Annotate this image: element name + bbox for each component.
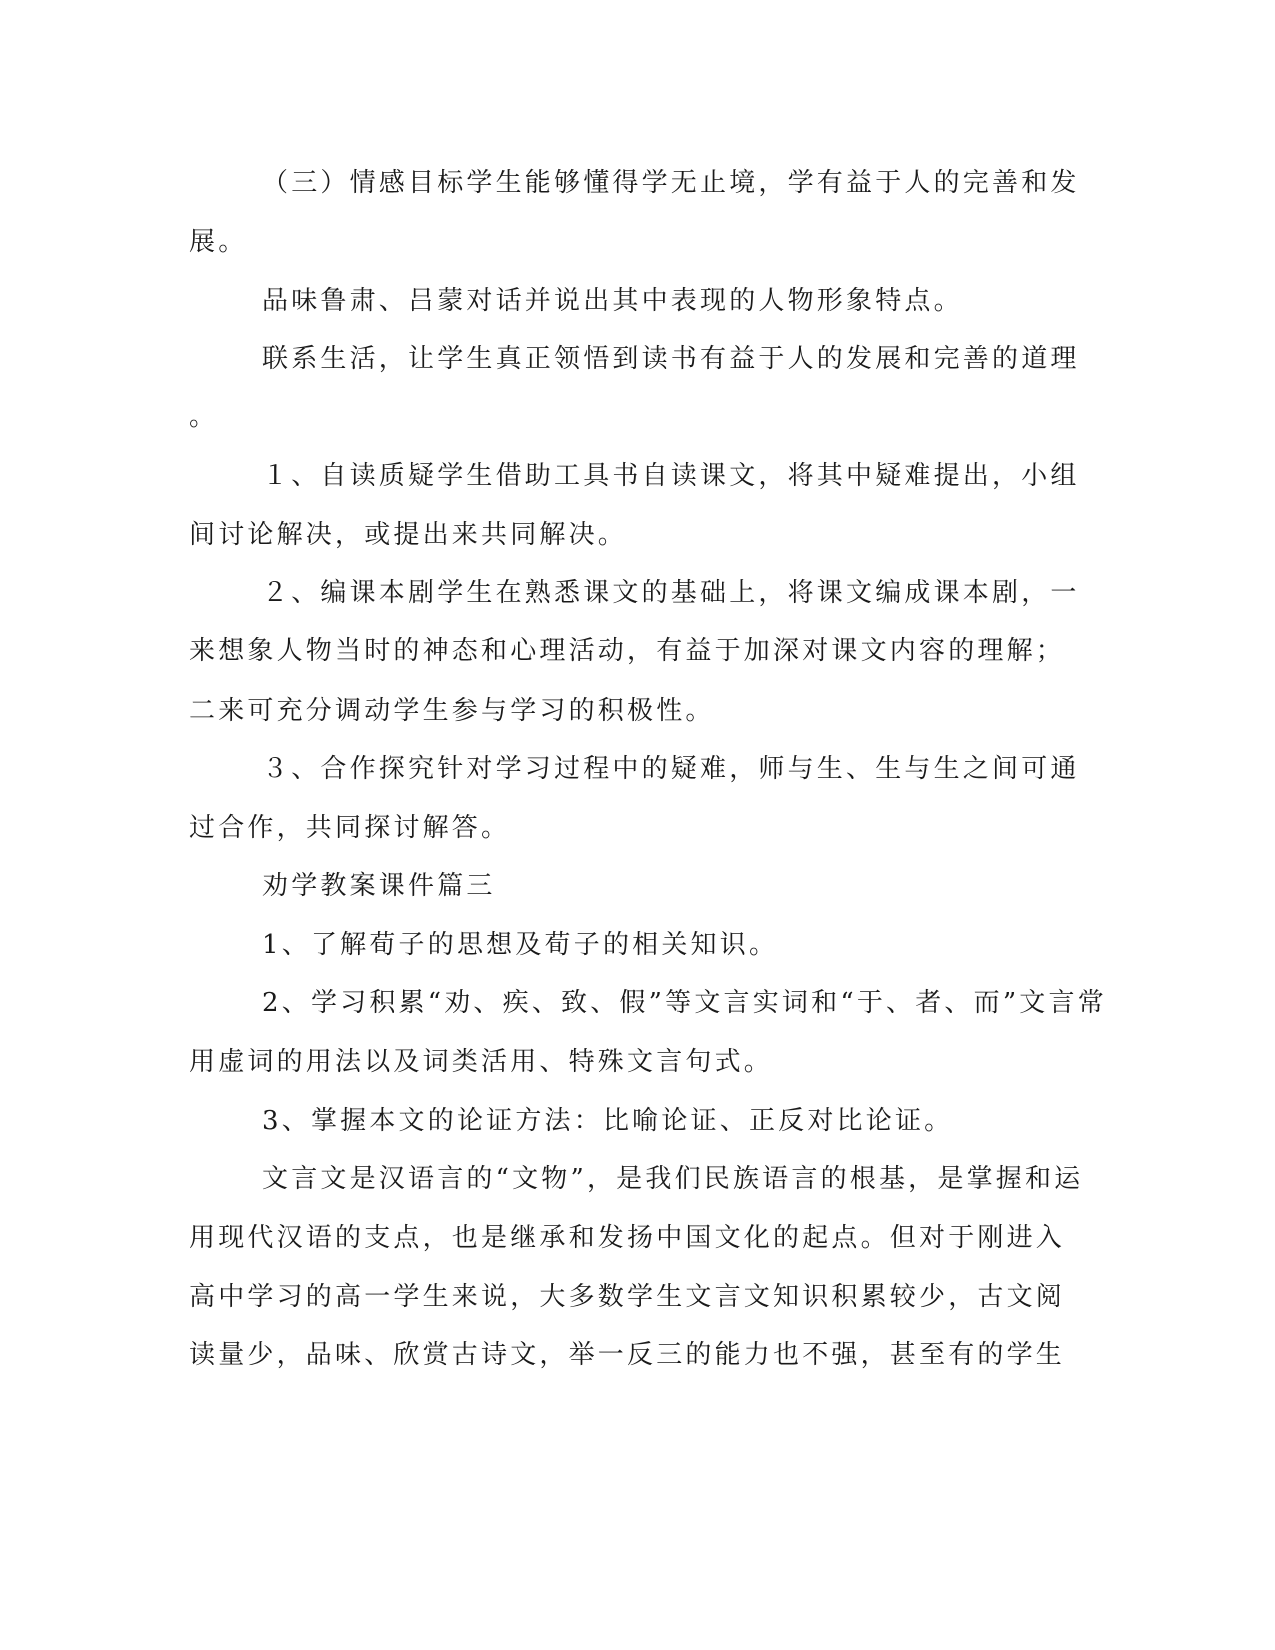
paragraph-line: 3、掌握本文的论证方法：比喻论证、正反对比论证。 <box>262 1106 954 1136</box>
paragraph-line: 用虚词的用法以及词类活用、特殊文言句式。 <box>189 1047 774 1077</box>
paragraph-line: 联系生活，让学生真正领悟到读书有益于人的发展和完善的道理 <box>262 344 1080 374</box>
paragraph-line: 读量少，品味、欣赏古诗文，举一反三的能力也不强，甚至有的学生 <box>189 1340 1066 1370</box>
paragraph-line: 文言文是汉语言的“文物”，是我们民族语言的根基，是掌握和运 <box>262 1164 1084 1194</box>
section-heading: 劝学教案课件篇三 <box>262 871 496 901</box>
paragraph-line: ２、编课本剧学生在熟悉课文的基础上，将课文编成课本剧，一 <box>262 578 1080 608</box>
paragraph-line: ３、合作探究针对学习过程中的疑难，师与生、生与生之间可通 <box>262 754 1080 784</box>
paragraph-line: 二来可充分调动学生参与学习的积极性。 <box>189 696 715 726</box>
paragraph-line: 1、了解荀子的思想及荀子的相关知识。 <box>262 930 779 960</box>
paragraph-line: 用现代汉语的支点，也是继承和发扬中国文化的起点。但对于刚进入 <box>189 1223 1066 1253</box>
paragraph-line: （三）情感目标学生能够懂得学无止境，学有益于人的完善和发 <box>262 168 1080 198</box>
paragraph-line: 来想象人物当时的神态和心理活动，有益于加深对课文内容的理解； <box>189 636 1066 666</box>
paragraph-line: 品味鲁肃、吕蒙对话并说出其中表现的人物形象特点。 <box>262 286 963 316</box>
paragraph-line: 2、学习积累“劝、疾、致、假”等文言实词和“于、者、而”文言常 <box>262 988 1107 1018</box>
paragraph-line: 过合作，共同探讨解答。 <box>189 813 511 843</box>
paragraph-line: 间讨论解决，或提出来共同解决。 <box>189 520 628 550</box>
paragraph-line: １、自读质疑学生借助工具书自读课文，将其中疑难提出，小组 <box>262 461 1080 491</box>
paragraph-line: 。 <box>189 402 219 432</box>
paragraph-line: 展。 <box>189 227 248 257</box>
paragraph-line: 高中学习的高一学生来说，大多数学生文言文知识积累较少，古文阅 <box>189 1282 1066 1312</box>
